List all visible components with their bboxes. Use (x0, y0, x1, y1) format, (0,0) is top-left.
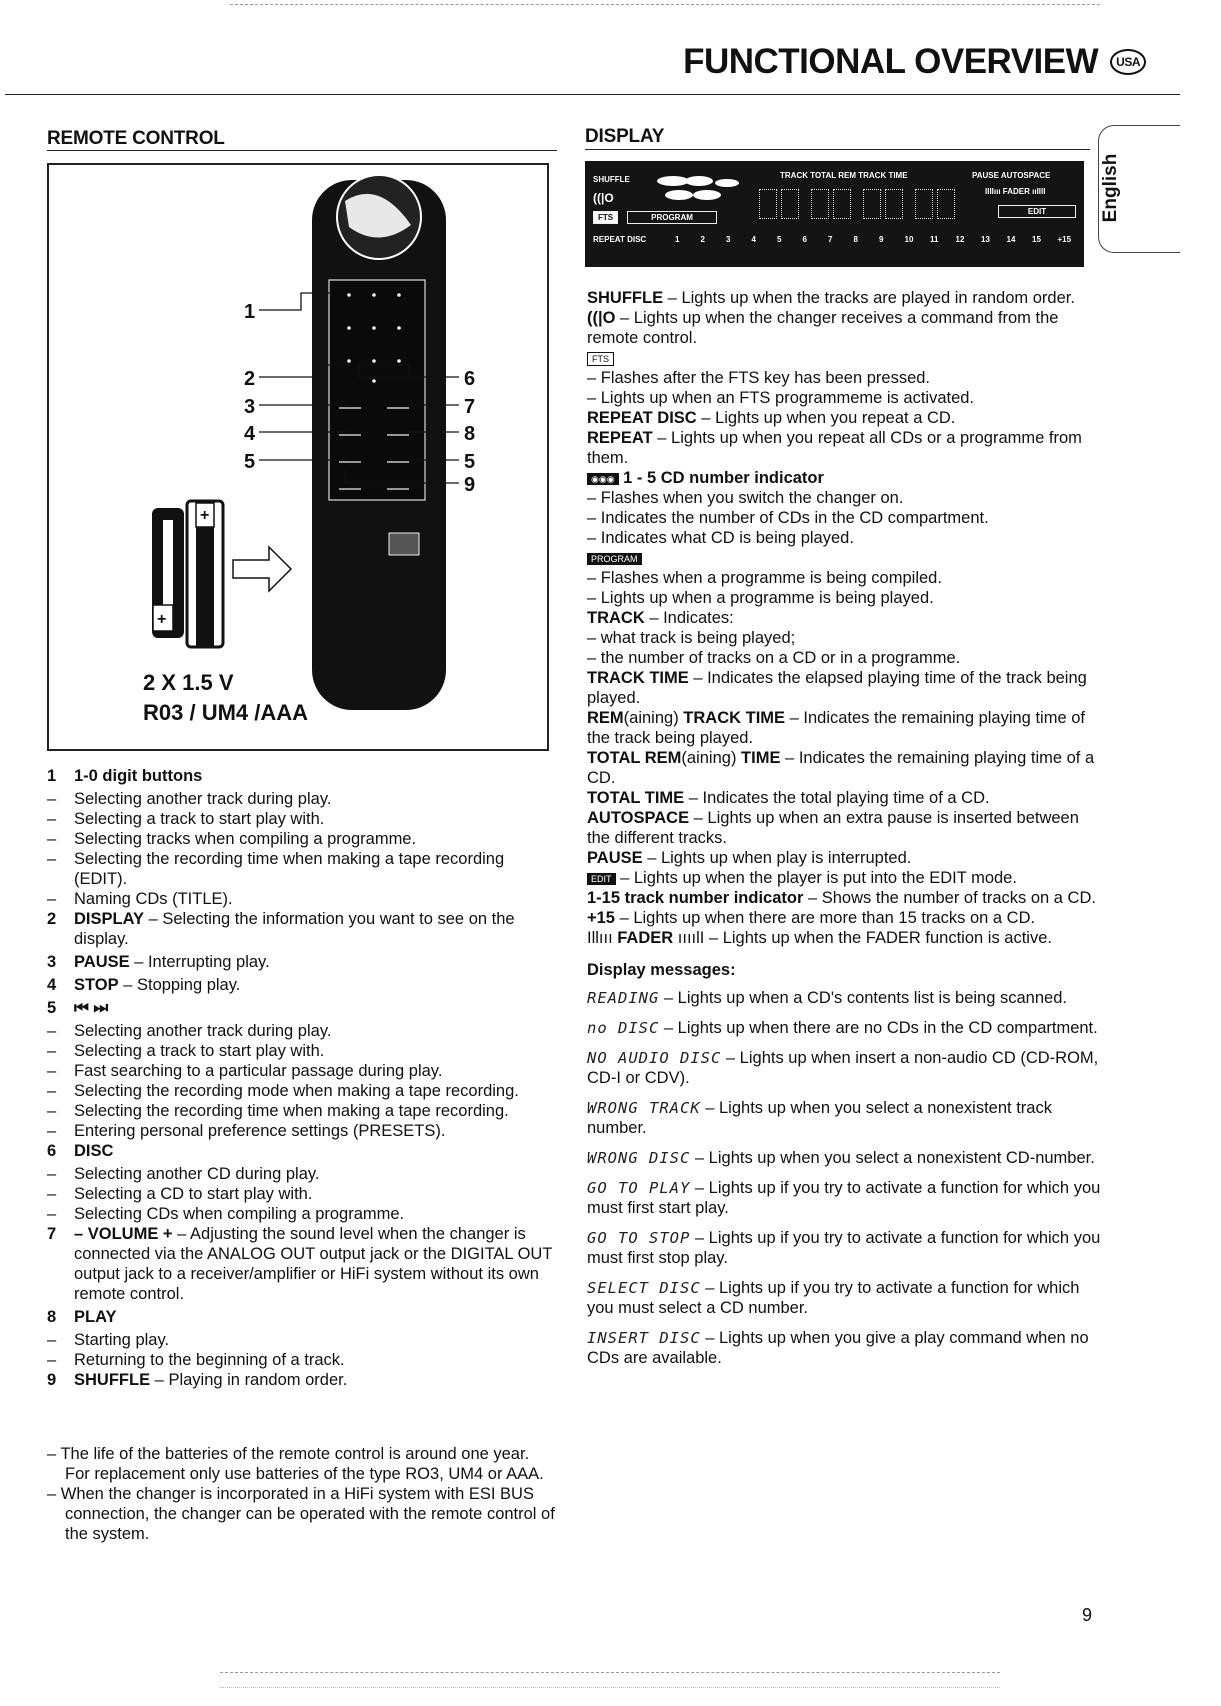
item-desc: Selecting the recording time when making a tape recording (EDIT). (74, 850, 505, 888)
item-dash: – (47, 810, 57, 828)
display-message (587, 1228, 1102, 1268)
display-desc: – Indicates the remaining playing time of the track being played. (587, 709, 1085, 747)
display-message (587, 1328, 1102, 1368)
display-message-desc: – Lights up if you try to activate a function for which you must select a CD number. (587, 1279, 1080, 1317)
lcd-track-number: 5 (777, 235, 782, 244)
lcd-digit (885, 189, 903, 219)
item-label: SHUFFLE (74, 1371, 151, 1389)
item-label: – VOLUME + (74, 1225, 173, 1243)
callout-8: 8 (464, 423, 476, 445)
lcd-track-number: 8 (853, 235, 858, 244)
item-text (74, 809, 557, 829)
battery-plus-top: + (200, 507, 210, 524)
display-messages-heading: Display messages: (587, 961, 736, 979)
battery-notes (47, 1444, 557, 1544)
item-label: PLAY (74, 1308, 117, 1326)
item-desc: Returning to the beginning of a track. (74, 1351, 345, 1369)
item-desc: Selecting a track to start play with. (74, 1042, 325, 1060)
display-icon: EDIT (587, 873, 616, 885)
display-entry (587, 308, 1102, 348)
remote-control-heading: REMOTE CONTROL (47, 128, 225, 149)
item-text (74, 766, 557, 786)
item-desc: Selecting another track during play. (74, 790, 332, 808)
lcd-track-number: 13 (981, 235, 990, 244)
item-desc: Selecting tracks when compiling a programme. (74, 830, 417, 848)
lcd-digit (915, 189, 933, 219)
lcd-edit: EDIT (998, 205, 1076, 218)
item-text (74, 789, 557, 809)
item-desc: Starting play. (74, 1331, 170, 1349)
display-desc: – Lights up when the player is put into the EDIT mode. (615, 869, 1017, 887)
scan-artifact-top (230, 4, 1100, 14)
display-message-code: INSERT DISC (587, 1329, 701, 1347)
display-entry (587, 408, 1102, 428)
display-entry (587, 848, 1102, 868)
display-entry (587, 528, 1102, 548)
remote-item (47, 1164, 557, 1184)
item-number: 7 (47, 1225, 57, 1243)
item-number: 2 (47, 910, 57, 928)
item-desc: Entering personal preference settings (PRESETS). (74, 1122, 446, 1140)
callout-1: 1 (244, 301, 256, 323)
lcd-track-number: 12 (955, 235, 965, 244)
display-entry (587, 348, 1102, 368)
item-text (74, 1224, 557, 1304)
display-message (587, 1018, 1102, 1038)
item-text (74, 952, 557, 972)
scan-artifact-bottom (220, 1672, 1000, 1688)
display-message-desc: – Lights up when there are no CDs in the CD compartment. (659, 1019, 1098, 1037)
display-term: TRACK TIME (587, 669, 689, 687)
display-message-code: WRONG TRACK (587, 1099, 701, 1117)
display-desc: – Indicates the number of CDs in the CD compartment. (587, 509, 989, 527)
display-entry (587, 668, 1102, 708)
lcd-track-number: 6 (802, 235, 807, 244)
item-dash: – (47, 790, 57, 808)
remote-item (47, 829, 557, 849)
display-desc: – Lights up when the changer receives a command from the remote control. (587, 309, 1059, 347)
remote-item (47, 998, 557, 1018)
item-dash: – (47, 1331, 57, 1349)
remote-item (47, 975, 557, 995)
display-desc: – Flashes when a programme is being compiled. (587, 569, 942, 587)
display-term: TOTAL REM (587, 749, 682, 767)
remote-heading-rule (47, 150, 557, 151)
item-number: 9 (47, 1371, 57, 1389)
item-text (74, 1041, 557, 1061)
callout-5: 5 (244, 451, 256, 473)
remote-item (47, 1224, 557, 1304)
display-entry (587, 868, 1102, 888)
remote-item (47, 789, 557, 809)
display-icon: FTS (587, 352, 614, 366)
lcd-track-number: 3 (726, 235, 731, 244)
remote-item (47, 849, 557, 889)
lcd-pause-autospace: PAUSE AUTOSPACE (972, 171, 1051, 180)
display-desc: – Flashes after the FTS key has been pressed. (587, 369, 931, 387)
display-entry (587, 748, 1102, 788)
display-message-desc: – Lights up when you select a nonexistent CD-number. (690, 1149, 1095, 1167)
item-dash: – (47, 1082, 57, 1100)
display-term: REPEAT (587, 429, 653, 447)
display-desc: – Indicates the total playing time of a CD. (684, 789, 990, 807)
display-desc: – Lights up when an extra pause is inserted between the different tracks. (587, 809, 1079, 847)
display-entry (587, 468, 1102, 488)
display-term: 1-15 track number indicator (587, 889, 804, 907)
remote-items-list (47, 766, 557, 1393)
item-desc: Selecting CDs when compiling a programme. (74, 1205, 405, 1223)
display-term: REM (587, 709, 624, 727)
display-desc: – Lights up when there are more than 15 tracks on a CD. (615, 909, 1036, 927)
remote-keypad-frame (329, 280, 425, 500)
display-term: TRACK (587, 609, 645, 627)
display-entry (587, 628, 1102, 648)
fader-bars: Illııı (587, 929, 618, 947)
item-number: 1 (47, 767, 57, 785)
display-message-code: GO TO STOP (587, 1229, 691, 1247)
item-text (74, 1081, 557, 1101)
display-entry (587, 288, 1102, 308)
item-desc: Selecting the recording time when making a tape recording. (74, 1102, 509, 1120)
remote-item (47, 909, 557, 949)
display-entry (587, 568, 1102, 588)
item-text (74, 1330, 557, 1350)
lcd-track-number: 1 (675, 235, 680, 244)
display-entry (587, 808, 1102, 848)
item-dash: – (47, 850, 57, 868)
remote-item (47, 809, 557, 829)
item-desc: Naming CDs (TITLE). (74, 890, 233, 908)
item-desc: – Adjusting the sound level when the changer is connected via the ANALOG OUT output jack or the DIGITAL OUT output jack to a receiver/amplifier or HiFi system without its own remote control. (74, 1225, 553, 1303)
display-heading-rule (585, 149, 1090, 150)
lcd-shuffle: SHUFFLE (593, 175, 630, 184)
display-entry (587, 548, 1102, 568)
remote-item (47, 1141, 557, 1161)
display-message-code: SELECT DISC (587, 1279, 701, 1297)
lcd-digit (937, 189, 955, 219)
remote-item (47, 1350, 557, 1370)
display-desc: – Flashes when you switch the changer on. (587, 489, 904, 507)
item-text (74, 1061, 557, 1081)
display-message (587, 988, 1102, 1008)
item-number: 8 (47, 1308, 57, 1326)
display-term: PAUSE (587, 849, 643, 867)
display-entry (587, 888, 1102, 908)
item-text (74, 909, 557, 949)
page-title (683, 42, 1146, 82)
insert-arrow (233, 547, 291, 591)
item-desc: Fast searching to a particular passage during play. (74, 1062, 443, 1080)
item-dash: – (47, 1185, 57, 1203)
display-entries (587, 288, 1102, 948)
item-dash: – (47, 890, 57, 908)
item-label: ⏮ ⏭ (74, 999, 109, 1017)
lcd-repeat-disc: REPEAT DISC (593, 235, 647, 244)
display-desc: – Shows the number of tracks on a CD. (803, 889, 1096, 907)
display-desc: – Indicates what CD is being played. (587, 529, 854, 547)
remote-item (47, 1184, 557, 1204)
item-dash: – (47, 1205, 57, 1223)
item-text (74, 1121, 557, 1141)
fader-bars: ıııılI (673, 929, 705, 947)
display-entry (587, 608, 1102, 628)
item-number: 4 (47, 976, 57, 994)
lcd-track-number: 15 (1032, 235, 1041, 244)
item-text (74, 849, 557, 889)
lcd-track-number: 11 (930, 235, 939, 244)
lcd-fts: FTS (593, 211, 618, 224)
lcd-digit (863, 189, 881, 219)
display-desc: – the number of tracks on a CD or in a programme. (587, 649, 961, 667)
display-message-code: READING (587, 989, 660, 1007)
remote-item (47, 1330, 557, 1350)
item-text (74, 1350, 557, 1370)
callout-6: 6 (464, 368, 476, 390)
display-icon: PROGRAM (587, 553, 642, 565)
display-message-code: WRONG DISC (587, 1149, 691, 1167)
display-message-desc: – Lights up when you select a nonexistent track number. (587, 1099, 1052, 1137)
display-message (587, 1048, 1102, 1088)
remote-item (47, 1021, 557, 1041)
display-term: TRACK TIME (683, 709, 786, 727)
callout-9: 9 (464, 474, 476, 496)
display-entry (587, 708, 1102, 748)
display-message-desc: – Lights up when insert a non-audio CD (CD-ROM, CD-I or CDV). (587, 1049, 1099, 1087)
display-message-code: NO AUDIO DISC (587, 1049, 722, 1067)
lcd-fader: IIIlııı FADER ıılllI (985, 187, 1046, 196)
language-label: English (1100, 153, 1121, 223)
item-text (74, 1307, 557, 1327)
item-text (74, 1101, 557, 1121)
page-title-text: FUNCTIONAL OVERVIEW (683, 42, 1099, 81)
lcd-track-number: +15 (1057, 235, 1072, 244)
item-text (74, 975, 557, 995)
remote-item (47, 1370, 557, 1390)
remote-disc-logo (389, 533, 419, 555)
display-entry (587, 648, 1102, 668)
display-entry (587, 928, 1102, 948)
lcd-digit (811, 189, 829, 219)
lcd-track-number: 7 (828, 235, 833, 244)
item-desc: – Interrupting play. (129, 953, 270, 971)
remote-control-figure (47, 163, 549, 751)
remote-illustration (49, 165, 547, 749)
item-text (74, 1204, 557, 1224)
item-number: 3 (47, 953, 57, 971)
remote-item (47, 1041, 557, 1061)
item-label: 1-0 digit buttons (74, 767, 203, 785)
display-term: TIME (741, 749, 781, 767)
item-text (74, 1141, 557, 1161)
usa-badge: USA (1110, 49, 1146, 75)
display-panel (585, 161, 1084, 267)
display-message-code: GO TO PLAY (587, 1179, 691, 1197)
callout-5b: 5 (464, 451, 476, 473)
callout-2: 2 (244, 368, 256, 390)
remote-item (47, 766, 557, 786)
lcd-track-numbers (675, 235, 1075, 247)
display-entry (587, 388, 1102, 408)
display-term: TOTAL TIME (587, 789, 685, 807)
display-term-suffix: (aining) (623, 709, 684, 727)
item-desc: – Playing in random order. (150, 1371, 348, 1389)
item-label: DISPLAY (74, 910, 144, 928)
lcd-track-number: 9 (879, 235, 884, 244)
display-term: ((|O (587, 309, 616, 327)
display-entry (587, 488, 1102, 508)
lcd-track-number: 14 (1006, 235, 1016, 244)
item-label: PAUSE (74, 953, 130, 971)
item-text (74, 889, 557, 909)
display-desc: – Lights up when a programme is being played. (587, 589, 934, 607)
lcd-program: PROGRAM (627, 211, 717, 224)
item-desc: Selecting a CD to start play with. (74, 1185, 313, 1203)
item-dash: – (47, 1042, 57, 1060)
display-desc: – Indicates: (644, 609, 734, 627)
remote-item (47, 889, 557, 909)
display-entry (587, 508, 1102, 528)
display-desc: – Indicates the remaining playing time of a CD. (587, 749, 1095, 787)
item-text (74, 1164, 557, 1184)
item-number: 6 (47, 1142, 57, 1160)
display-entry (587, 368, 1102, 388)
item-desc: Selecting the recording mode when making a tape recording. (74, 1082, 519, 1100)
item-dash: – (47, 1165, 57, 1183)
callout-4: 4 (244, 423, 256, 445)
display-message (587, 1148, 1102, 1168)
display-message-desc: – Lights up when a CD's contents list is being scanned. (659, 989, 1067, 1007)
item-desc: Selecting a track to start play with. (74, 810, 325, 828)
lcd-track-number: 2 (700, 235, 705, 244)
lcd-track-number: 4 (751, 235, 756, 244)
item-number: 5 (47, 999, 57, 1017)
lcd-top-labels: TRACK TOTAL REM TRACK TIME (780, 171, 908, 180)
item-dash: – (47, 1351, 57, 1369)
remote-item (47, 1121, 557, 1141)
remote-item (47, 952, 557, 972)
lcd-digit (781, 189, 799, 219)
lcd-track-number: 10 (904, 235, 914, 244)
callout-3: 3 (244, 396, 256, 418)
remote-item (47, 1061, 557, 1081)
item-text (74, 1370, 557, 1390)
remote-item (47, 1101, 557, 1121)
display-term: +15 (587, 909, 615, 927)
display-icon: ◉◉◉ (587, 473, 619, 485)
display-message (587, 1098, 1102, 1138)
display-entry (587, 788, 1102, 808)
display-term: 1 - 5 CD number indicator (618, 469, 824, 487)
item-desc: – Selecting the information you want to see on the display. (74, 910, 515, 948)
display-message (587, 1178, 1102, 1218)
display-message-code: no DISC (587, 1019, 660, 1037)
display-term: SHUFFLE (587, 289, 664, 307)
display-desc: – Lights up when the FADER function is active. (704, 929, 1052, 947)
remote-item (47, 1204, 557, 1224)
item-label: STOP (74, 976, 119, 994)
title-rule (5, 94, 1180, 95)
lcd-digit (759, 189, 777, 219)
item-desc: Selecting another track during play. (74, 1022, 332, 1040)
item-text (74, 998, 557, 1018)
battery-type-label: R03 / UM4 /AAA (143, 700, 309, 725)
display-entry (587, 588, 1102, 608)
display-entry (587, 908, 1102, 928)
display-message-desc: – Lights up if you try to activate a function for which you must first start play. (587, 1179, 1101, 1217)
battery-plus-bottom: + (157, 611, 167, 628)
lcd-digit (833, 189, 851, 219)
display-desc: – Lights up when an FTS programmeme is activated. (587, 389, 975, 407)
display-desc: – Lights up when you repeat all CDs or a programme from them. (587, 429, 1082, 467)
battery-voltage-label: 2 X 1.5 V (143, 670, 234, 695)
item-desc: Selecting another CD during play. (74, 1165, 320, 1183)
item-desc: – Stopping play. (118, 976, 241, 994)
remote-item (47, 1081, 557, 1101)
item-text (74, 1184, 557, 1204)
page-number: 9 (1082, 1605, 1093, 1625)
display-desc: – Lights up when you repeat a CD. (696, 409, 956, 427)
item-dash: – (47, 830, 57, 848)
item-dash: – (47, 1102, 57, 1120)
item-dash: – (47, 1022, 57, 1040)
lcd-cd-indicator-icon (653, 171, 741, 207)
display-entry (587, 428, 1102, 468)
display-term: FADER (617, 929, 674, 947)
display-descriptions (587, 288, 1102, 1378)
display-desc: – Lights up when the tracks are played in random order. (663, 289, 1075, 307)
lcd-remote-icon: ((|O (593, 191, 614, 205)
display-message (587, 1278, 1102, 1318)
note: – When the changer is incorporated in a HiFi system with ESI BUS connection, the changer can be operated with the remote control of the system. (47, 1485, 555, 1543)
display-term: REPEAT DISC (587, 409, 697, 427)
display-term: AUTOSPACE (587, 809, 690, 827)
display-message-desc: – Lights up when you give a play command when no CDs are available. (587, 1329, 1089, 1367)
item-dash: – (47, 1122, 57, 1140)
item-text (74, 1021, 557, 1041)
item-text (74, 829, 557, 849)
item-dash: – (47, 1062, 57, 1080)
display-heading: DISPLAY (585, 126, 665, 147)
remote-item (47, 1307, 557, 1327)
display-term-suffix: (aining) (681, 749, 742, 767)
display-desc: – what track is being played; (587, 629, 796, 647)
display-messages (587, 988, 1102, 1368)
note: – The life of the batteries of the remote control is around one year. For replacement only use batteries of the type RO3, UM4 or AAA. (47, 1445, 544, 1483)
display-desc: – Indicates the elapsed playing time of the track being played. (587, 669, 1087, 707)
callout-7: 7 (464, 396, 476, 418)
item-label: DISC (74, 1142, 114, 1160)
display-message-desc: – Lights up if you try to activate a function for which you must first stop play. (587, 1229, 1101, 1267)
display-desc: – Lights up when play is interrupted. (642, 849, 912, 867)
